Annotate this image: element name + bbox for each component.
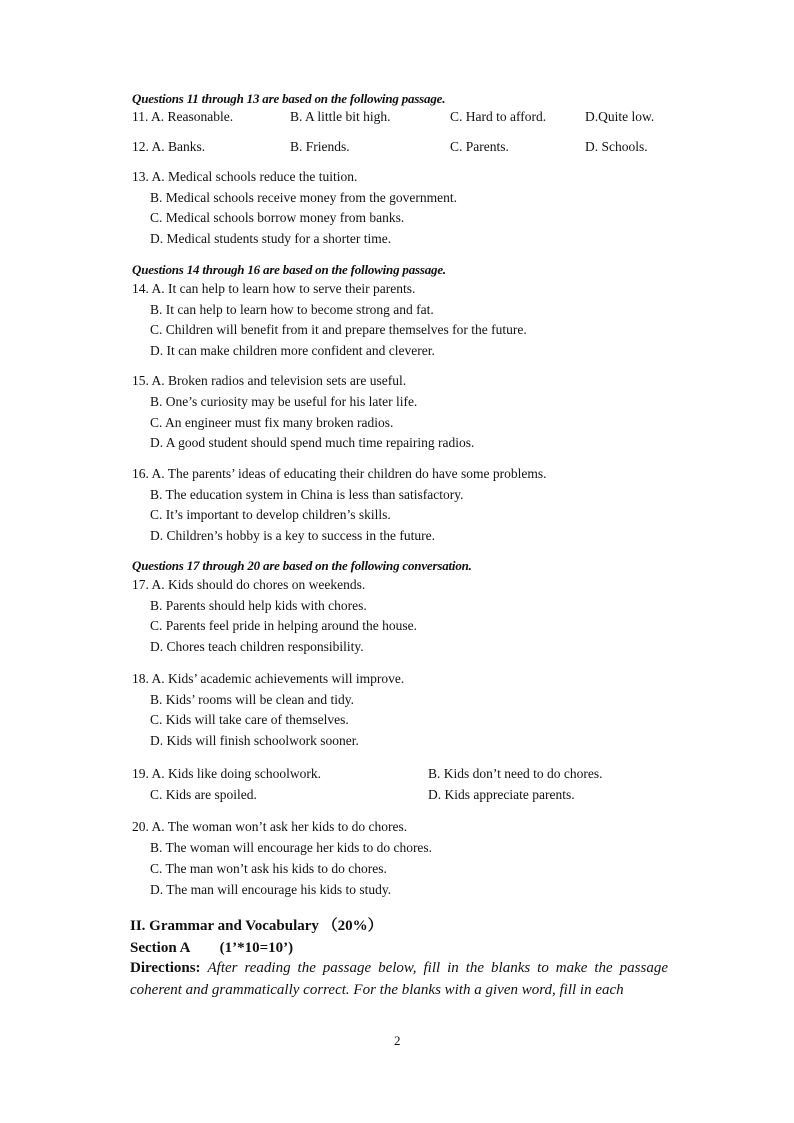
q14-option-d: D. It can make children more confident and cleverer.	[150, 343, 435, 358]
directions-paragraph	[130, 957, 668, 1001]
directions-label: Directions:	[130, 960, 201, 976]
q13-option-a: 13. A. Medical schools reduce the tuition.	[132, 169, 358, 184]
q18-option-b: B. Kids’ rooms will be clean and tidy.	[150, 692, 354, 707]
page-number: 2	[394, 1033, 401, 1048]
section-a-title: Section A (1’*10=10’)	[130, 940, 294, 956]
q19-option-a: 19. A. Kids like doing schoolwork.	[132, 766, 321, 781]
q18-option-d: D. Kids will finish schoolwork sooner.	[150, 733, 359, 748]
q14-option-b: B. It can help to learn how to become strong and fat.	[150, 302, 434, 317]
q12-option-a: 12. A. Banks.	[132, 139, 206, 154]
q19-option-c: C. Kids are spoiled.	[150, 787, 257, 802]
q18-option-a: 18. A. Kids’ academic achievements will improve.	[132, 671, 405, 686]
q16-option-d: D. Children’s hobby is a key to success in the future.	[150, 528, 435, 543]
part-title: II. Grammar and Vocabulary （20%）	[130, 918, 383, 934]
q16-option-b: B. The education system in China is less than satisfactory.	[150, 487, 464, 502]
q20-option-c: C. The man won’t ask his kids to do chores.	[150, 861, 387, 876]
q11-option-c: C. Hard to afford.	[450, 109, 547, 124]
q11-option-a: 11. A. Reasonable.	[132, 109, 234, 124]
q17-option-b: B. Parents should help kids with chores.	[150, 598, 367, 613]
q20-option-d: D. The man will encourage his kids to study.	[150, 882, 392, 897]
q15-option-b: B. One’s curiosity may be useful for his later life.	[150, 394, 418, 409]
q15-option-d: D. A good student should spend much time repairing radios.	[150, 435, 475, 450]
q14-option-a: 14. A. It can help to learn how to serve their parents.	[132, 281, 416, 296]
q12-option-c: C. Parents.	[450, 139, 509, 154]
q19-option-d: D. Kids appreciate parents.	[428, 787, 575, 802]
q11-option-d: D.Quite low.	[585, 109, 655, 124]
q13-option-b: B. Medical schools receive money from the government.	[150, 190, 458, 205]
q14-option-c: C. Children will benefit from it and prepare themselves for the future.	[150, 322, 527, 337]
q17-option-d: D. Chores teach children responsibility.	[150, 639, 364, 654]
q12-option-b: B. Friends.	[290, 139, 350, 154]
q11-option-b: B. A little bit high.	[290, 109, 391, 124]
q20-option-b: B. The woman will encourage her kids to do chores.	[150, 840, 433, 855]
q13-option-d: D. Medical students study for a shorter time.	[150, 231, 392, 246]
directions-text: After reading the passage below, fill in the blanks to make the passage coherent and grammatically correct. For the blanks with a given word, fill in each	[130, 960, 669, 998]
section-heading-14-16: Questions 14 through 16 are based on the following passage.	[132, 262, 446, 277]
q20-option-a: 20. A. The woman won’t ask her kids to do chores.	[132, 819, 408, 834]
q17-option-c: C. Parents feel pride in helping around the house.	[150, 618, 417, 633]
q15-option-a: 15. A. Broken radios and television sets are useful.	[132, 373, 407, 388]
q16-option-c: C. It’s important to develop children’s skills.	[150, 507, 391, 522]
q19-option-b: B. Kids don’t need to do chores.	[428, 766, 603, 781]
section-heading-17-20: Questions 17 through 20 are based on the following conversation.	[132, 558, 472, 573]
q12-option-d: D. Schools.	[585, 139, 648, 154]
q13-option-c: C. Medical schools borrow money from banks.	[150, 210, 405, 225]
q18-option-c: C. Kids will take care of themselves.	[150, 712, 349, 727]
q16-option-a: 16. A. The parents’ ideas of educating their children do have some problems.	[132, 466, 547, 481]
section-heading-11-13: Questions 11 through 13 are based on the following passage.	[132, 91, 446, 106]
q15-option-c: C. An engineer must fix many broken radios.	[150, 415, 394, 430]
q17-option-a: 17. A. Kids should do chores on weekends.	[132, 577, 366, 592]
